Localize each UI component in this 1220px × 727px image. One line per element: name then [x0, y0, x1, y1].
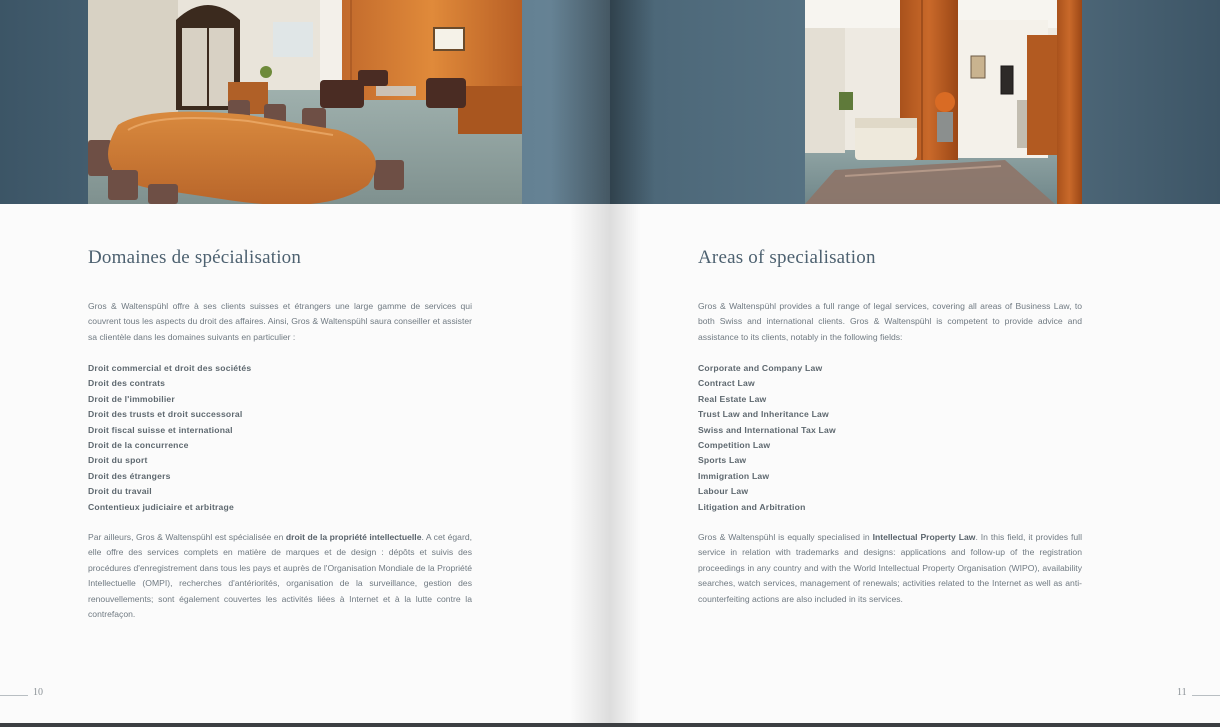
section-title-fr: Domaines de spécialisation [88, 247, 302, 268]
bottom-edge [0, 723, 1220, 727]
area-item: Droit du sport [88, 455, 148, 466]
area-item: Droit de l'immobilier [88, 393, 175, 404]
ip-bold-fr: droit de la propriété intellectuelle [285, 532, 422, 542]
areas-list-en [698, 361, 836, 515]
ip-bold-en: Intellectual Property Law [872, 532, 976, 542]
page-rule-right [1192, 695, 1220, 696]
area-item: Droit du travail [88, 486, 152, 497]
ip-text-start-en: Gros & Waltenspühl is equally specialised in [698, 532, 873, 542]
ip-paragraph-fr [88, 530, 472, 622]
area-item: Corporate and Company Law [698, 363, 823, 373]
lobby-photo [805, 0, 1082, 204]
area-item: Droit commercial et droit des sociétés [88, 363, 252, 373]
area-item: Sports Law [698, 455, 747, 466]
ip-paragraph-en [698, 530, 1082, 607]
ip-text-end-en: . In this field, it provides full service in relation with trademarks and designs: applications and follow-up of the registration proceedings in any country and with the World Intellectual Property Organisation (WIPO), availability searches, watch services, management of renewals; activities related to the Internet as well as anti-counterfeiting actions are also included in its services. [698, 532, 1082, 604]
meeting-room-photo [88, 0, 522, 204]
area-item: Litigation and Arbitration [698, 501, 806, 512]
intro-text-en: Gros & Waltenspühl provides a full range of legal services, covering all areas of Business Law, to both Swiss and international clients. Gros & Waltenspühl is competent to provide advice and assistance to its clients, notably in the following fields: [698, 301, 1082, 342]
ip-text-start-fr: Par ailleurs, Gros & Waltenspühl est spécialisée en [88, 532, 286, 542]
right-page [610, 0, 1220, 727]
intro-text-fr: Gros & Waltenspühl offre à ses clients suisses et étrangers une large gamme de services qui couvrent tous les aspects du droit des affaires. Ainsi, Gros & Waltenspühl saura conseiller et assister sa clientèle dans les domaines suivants en particulier : [88, 301, 472, 342]
areas-list-fr [88, 361, 251, 515]
section-title-en: Areas of specialisation [698, 247, 876, 268]
area-item: Contract Law [698, 378, 755, 389]
intro-paragraph-en [698, 299, 1082, 345]
area-item: Labour Law [698, 486, 749, 497]
page-number-right: 11 [1177, 687, 1187, 698]
gutter-shadow-right [610, 204, 640, 727]
area-item: Contentieux judiciaire et arbitrage [88, 501, 234, 512]
area-item: Swiss and International Tax Law [698, 424, 836, 435]
ip-text-end-fr: . A cet égard, elle offre des services complets en matière de marques et de design : dépôts et suivis des procédures d'enregistrement dans tous les pays et auprès de l'Organisation Mondiale de la Propriété Intellectuelle (OMPI), recherches d'antériorités, organisation de la surveillance, gestion des renouvellements; sont également couvertes les activités liées à Internet et à la lutte contre la contrefaçon. [88, 532, 472, 620]
area-item: Droit fiscal suisse et international [88, 424, 233, 435]
area-item: Immigration Law [698, 470, 770, 481]
intro-paragraph-fr [88, 299, 472, 345]
gutter-shadow-left [570, 204, 610, 727]
page-number-left: 10 [33, 687, 43, 698]
area-item: Droit de la concurrence [88, 440, 189, 451]
page-rule-left [0, 695, 28, 696]
area-item: Competition Law [698, 440, 771, 451]
area-item: Real Estate Law [698, 393, 767, 404]
area-item: Droit des contrats [88, 378, 166, 389]
area-item: Trust Law and Inheritance Law [698, 409, 829, 420]
area-item: Droit des trusts et droit successoral [88, 409, 243, 420]
area-item: Droit des étrangers [88, 470, 171, 481]
